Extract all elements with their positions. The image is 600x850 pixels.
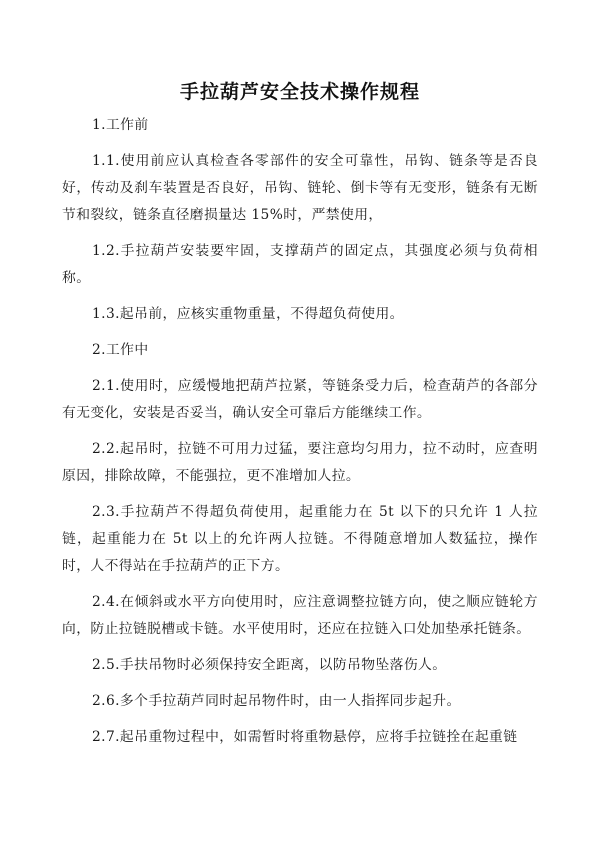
paragraph-2-7: 2.7.起吊重物过程中，如需暂时将重物悬停，应将手拉链拴在起重链 [92, 729, 518, 745]
paragraph-1-2: 1.2.手拉葫芦安装要牢固，支撑葫芦的固定点，其强度必须与负荷相称。 [62, 243, 538, 286]
section-heading-2: 2.工作中 [92, 342, 149, 358]
section-heading-1: 1.工作前 [92, 117, 149, 133]
document-title: 手拉葫芦安全技术操作规程 [179, 81, 420, 103]
paragraph-2-6: 2.6.多个手拉葫芦同时起吊物件时，由一人指挥同步起升。 [92, 693, 461, 709]
paragraph-2-2: 2.2.起吊时，拉链不可用力过猛，要注意均匀用力，拉不动时，应查明原因，排除故障，不能强拉，更不准增加人拉。 [62, 441, 538, 484]
paragraph-1-1: 1.1.使用前应认真检查各零部件的安全可靠性，吊钩、链条等是否良好，传动及刹车装置是否良好，吊钩、链轮、倒卡等有无变形，链条有无断节和裂纹，链条直径磨损量达 15%时，严禁使用， [62, 153, 538, 223]
paragraph-2-4: 2.4.在倾斜或水平方向使用时，应注意调整拉链方向，使之顺应链轮方向，防止拉链脱槽或卡链。水平使用时，还应在拉链入口处加垫承托链条。 [62, 594, 538, 637]
paragraph-1-3: 1.3.起吊前，应核实重物重量，不得超负荷使用。 [92, 306, 404, 322]
paragraph-2-3: 2.3.手拉葫芦不得超负荷使用，起重能力在 5t 以下的只允许 1 人拉链，起重能力在 5t 以上的允许两人拉链。不得随意增加人数猛拉，操作时，人不得站在手拉葫芦的正下方。 [62, 504, 538, 574]
paragraph-2-1: 2.1.使用时，应缓慢地把葫芦拉紧，等链条受力后，检查葫芦的各部分有无变化，安装是否妥当，确认安全可靠后方能继续工作。 [62, 378, 538, 421]
paragraph-2-5: 2.5.手扶吊物时必须保持安全距离，以防吊物坠落伤人。 [92, 657, 447, 673]
document-body [62, 112, 538, 760]
